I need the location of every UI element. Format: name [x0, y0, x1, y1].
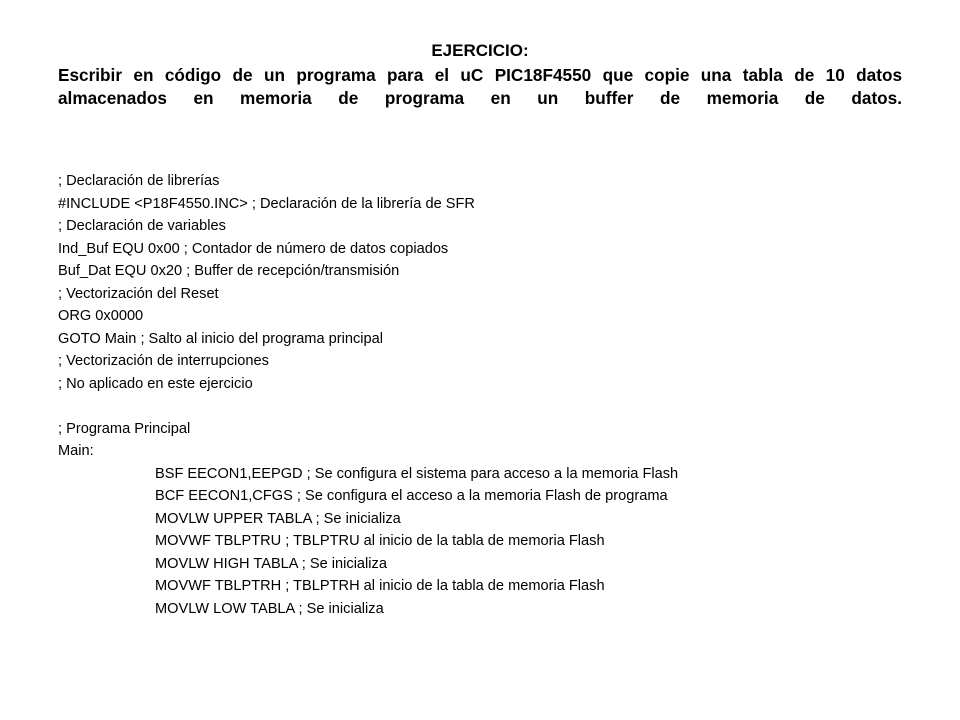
exercise-statement-line-2: datos almacenados en memoria de programa en un buffer de memoria de datos. [58, 65, 903, 108]
code-line: ; Programa Principal [58, 420, 191, 437]
exercise-statement [58, 64, 902, 110]
blank-line [58, 395, 918, 418]
code-line: ORG 0x0000 [58, 308, 144, 324]
exercise-title: EJERCICIO: [431, 41, 529, 60]
code-instruction-line: MOVWF TBLPTRU ; TBLPTRU al inicio de la tabla de memoria Flash [155, 533, 605, 549]
code-line: ; Vectorización del Reset [58, 285, 219, 302]
code-line: GOTO Main ; Salto al inicio del programa principal [58, 330, 383, 347]
code-instruction-line: MOVLW HIGH TABLA ; Se inicializa [155, 555, 387, 572]
code-instruction-line: MOVWF TBLPTRH ; TBLPTRH al inicio de la tabla de memoria Flash [155, 578, 605, 594]
exercise-statement-line-1: Escribir en código de un programa para el uC PIC18F4550 que copie una tabla de 10 [58, 65, 845, 85]
code-line: ; Vectorización de interrupciones [58, 353, 269, 369]
assembly-code-listing [58, 170, 918, 620]
exercise-heading [58, 40, 902, 110]
code-instruction-line: BSF EECON1,EEPGD ; Se configura el sistema para acceso a la memoria Flash [155, 465, 679, 482]
code-instruction-line: BCF EECON1,CFGS ; Se configura el acceso a la memoria Flash de programa [155, 488, 668, 504]
code-line: ; Declaración de variables [58, 218, 226, 234]
code-line: #INCLUDE <P18F4550.INC> ; Declaración de la librería de SFR [58, 195, 475, 212]
code-label-main: Main: [58, 443, 94, 459]
code-line: Ind_Buf EQU 0x00 ; Contador de número de datos copiados [58, 240, 449, 257]
code-instruction-line: MOVLW LOW TABLA ; Se inicializa [155, 600, 384, 617]
code-instruction-line: MOVLW UPPER TABLA ; Se inicializa [155, 510, 401, 527]
code-line: Buf_Dat EQU 0x20 ; Buffer de recepción/transmisión [58, 263, 400, 279]
code-line: ; Declaración de librerías [58, 173, 220, 189]
code-line: ; No aplicado en este ejercicio [58, 375, 253, 392]
